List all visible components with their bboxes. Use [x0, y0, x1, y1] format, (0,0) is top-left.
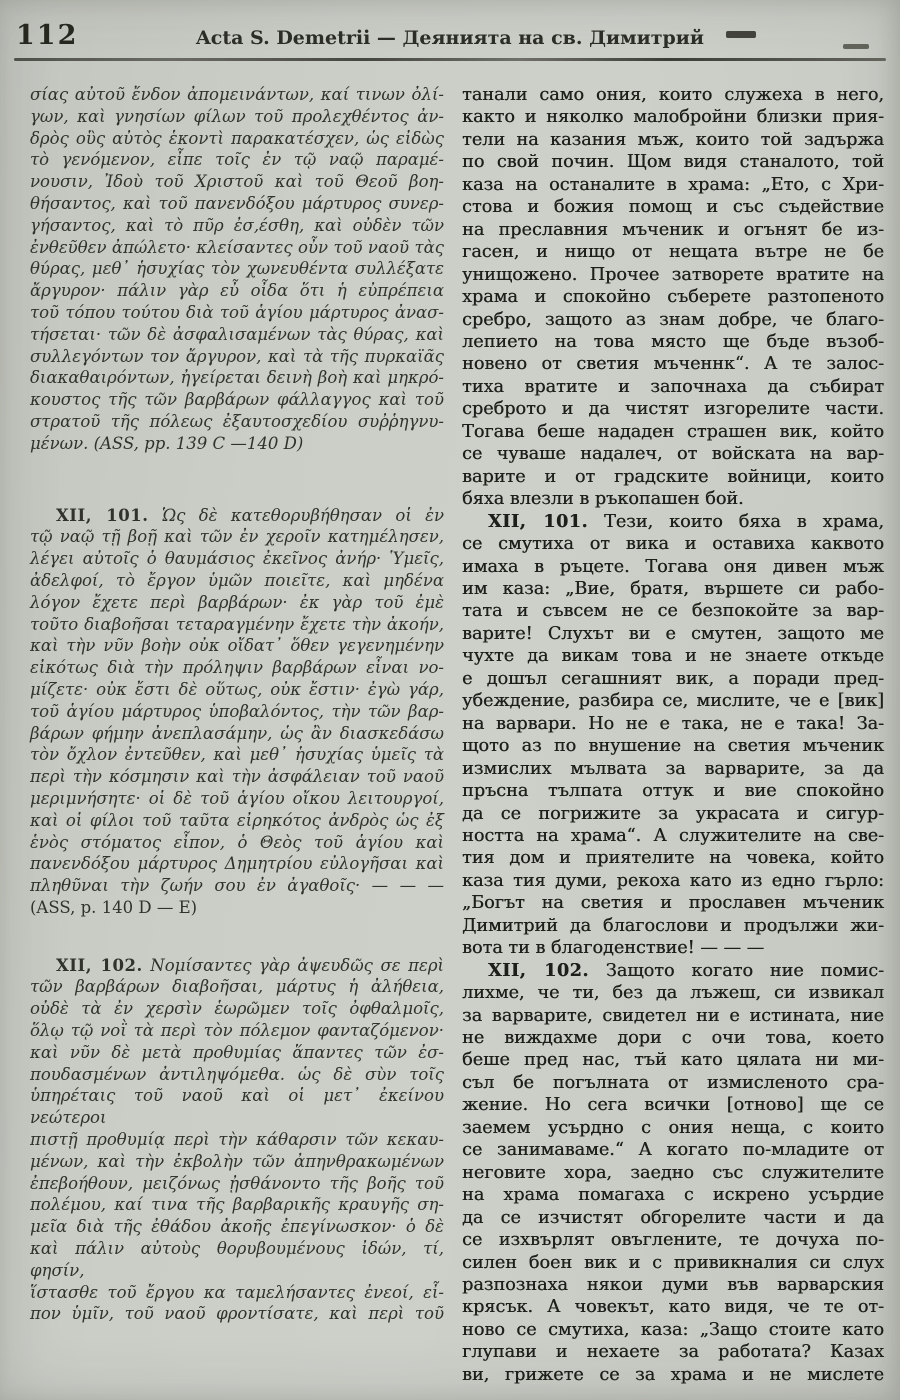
text-line: се занимаваме.“ А когато по-младите от [462, 1140, 884, 1161]
text-line: τῶν βαρβάρων διαβοῆσαι, μάρτυς ἡ ἀλήθεια, [30, 977, 444, 997]
text-line: имаха в ръцете. Тогава оня дивен мъж [462, 556, 884, 577]
text-line: τοῦ τόπου τούτου διὰ τοῦ ἁγίου μάρτυρος ἀνασ- [30, 302, 444, 322]
text-line: се смутиха от вика и оставиха каквото [462, 534, 884, 555]
text-line: беше пред нас, тъй като цялата ни ми- [462, 1050, 884, 1071]
text-line: τήσεται· τῶν δὲ ἀσφαλισαμένων τὰς θύρας, καὶ [30, 324, 444, 344]
text-line: заемем усърдно с ония неща, с които [462, 1117, 884, 1138]
text-line: κουστος τῆς τῶν βαρβάρων φάλλαγγος καὶ τοῦ [30, 390, 444, 410]
text-line: варите и от градските войници, които [462, 466, 884, 487]
text-line: храма и спокойно съберете разтопеното [462, 287, 884, 308]
text-line: по свой почин. Щом видя станалото, той [462, 152, 884, 173]
text-line: θήσαντος, καὶ τοῦ πανενδόξου μάρτυρος συνερ- [30, 193, 444, 213]
text-line: каза тия думи, рекоха като из едно гърло: [462, 870, 884, 891]
paragraph [30, 505, 444, 919]
text-line: XII, 102. Защото когато ние помис- [488, 959, 884, 981]
text-line: ἵστασθε τοῦ ἔργου κα ταμελήσαντες ἐνεοί, εἶ- [30, 1282, 444, 1302]
section-number: XII, 102. [56, 955, 143, 975]
text-line: πουδασμένων ἀντιληψόμεθα. ὡς δὲ σὺν τοῖς [30, 1064, 444, 1084]
section-number: XII, 101. [488, 510, 589, 532]
text-line: се изхвърлят овъглените, те дочуха по- [462, 1230, 884, 1251]
text-line: τοῦ ἁγίου μάρτυρος ὑποβαλόντος, τὴν τῶν βαρ- [30, 701, 444, 721]
text-line: ἀδελφοί, τὸ ἔργον ὑμῶν ποιεῖτε, καὶ μηδένα [30, 570, 444, 590]
header-rule [14, 58, 886, 61]
text-line: щото аз по внушение на светия мъченик [462, 736, 884, 757]
text-line: ἐπεβοήθουν, μειζόνως ᾐσθάνοντο τῆς βοῆς τοῦ [30, 1173, 444, 1193]
text-line: δρὸς οὓς αὐτὸς ἑκοντὶ παρακατέσχεν, ὡς εἰδὼς [30, 128, 444, 148]
text-line: καὶ πάλιν αὐτοὺς θορυβουμένους ἰδών, τί, φησίν, [30, 1239, 444, 1280]
text-line: XII, 101. Ὡς δὲ κατεθορυβήθησαν οἱ ἐν [56, 505, 444, 525]
text-line: жение. Но сега всички [отново] ще се [462, 1095, 884, 1116]
text-line: XII, 101. Тези, които бяха в храма, [488, 510, 884, 532]
text-line: пръсна тълпата оттук и вие спокойно [462, 781, 884, 802]
text-line: μεῖα διὰ τῆς ἐθάδου ἀκοῆς ἐπεγίνωσκον· ὁ δὲ [30, 1217, 444, 1237]
text-line: συλλεγόντων τον ἄργυρον, καὶ τὰ τῆς πυρκαϊᾶς [30, 346, 444, 366]
text-line: е дошъл сегашният вик, а поради пред- [462, 668, 884, 689]
text-line: лепието на това място ще бъде възоб- [462, 331, 884, 352]
text-line: σίας αὐτοῦ ἔνδον ἀπομεινάντων, καί τινων ὀλί- [30, 85, 444, 104]
text-line: както и няколко малобройни близки прия- [462, 107, 884, 128]
text-line: πολέμου, καί τινα τῆς βαρβαρικῆς κραυγῆς ση- [30, 1195, 444, 1215]
text-line: ὅλῳ τῷ νοῒ τὰ περὶ τὸν πόλεμον φανταζόμενον· [30, 1021, 444, 1041]
bulgarian-text-column [462, 84, 884, 1386]
section-number: XII, 101. [56, 505, 149, 525]
text-line: на варвари. Но не е така, не е така! За- [462, 713, 884, 734]
text-line: съл бе погълната от измисленото сра- [462, 1072, 884, 1093]
text-line: βάρων φήμην ἀνεπλασάμην, ὡς ἂν διασκεδάσω [30, 723, 444, 743]
text-line: πιστῇ προθυμίᾳ περὶ τὴν κάθαρσιν τῶν κεκαυ- [30, 1130, 444, 1150]
page-number: 112 [16, 20, 79, 51]
text-line: бяха влезли в ръкопашен бой. [462, 489, 744, 510]
text-line: καὶ οἱ φίλοι τοῦ ταῦτα εἰρηκότος ἀνδρὸς ὡς ἐξ [30, 810, 444, 830]
text-line: XII, 102. Νομίσαντες γὰρ ἀψευδῶς σε περὶ [56, 955, 445, 975]
text-line: (ASS, p. 140 D — E) [30, 897, 198, 917]
text-line: τὸ γενόμενον, εἶπε τοῖς ἐν τῷ ναῷ παραμέ- [30, 150, 444, 170]
section-number: XII, 102. [488, 959, 589, 981]
text-line: ὑπηρέταις τοῦ ναοῦ καὶ οἱ μετ᾽ ἐκείνου νεώτεροι [30, 1086, 444, 1128]
text-line: за варварите, свидетел ни е истината, ние [462, 1005, 884, 1026]
text-line: θύρας, μεθ᾽ ἡσυχίας τὸν χωνευθέντα συλλέξατε [30, 259, 444, 279]
text-line: μίζετε· οὐκ ἔστι δὲ οὕτως, οὐκ ἔστιν· ἐγὼ γάρ, [30, 679, 444, 699]
text-line: ἑνὸς στόματος εἶπον, ὁ Θεὸς τοῦ ἁγίου καὶ [30, 832, 444, 852]
text-line: глупави и нехаете за работата? Казах [462, 1342, 884, 1363]
text-line: убеждение, разбира се, мислите, че е [вик] [462, 691, 884, 712]
running-title: Acta S. Demetrii — Деянията на св. Димитрий [196, 27, 704, 49]
text-line: стова и божия помощ и със съдействие [462, 197, 884, 218]
text-line: περὶ τὴν κόσμησιν καὶ τὴν ἀσφάλειαν τοῦ ναοῦ [30, 767, 444, 787]
text-line: τοῦτο διαβοῆσαι τεταραγμένην ἔχετε τὴν ἀκοήν, [30, 614, 444, 634]
text-line: вота ти в благоденствие! — — — [462, 938, 765, 959]
text-line: διακαθαιρόντων, ἠγείρεται δεινὴ βοὴ καὶ μηκρό- [30, 368, 444, 388]
text-line: каза на останалите в храма: „Ето, с Хри- [462, 174, 884, 195]
text-line: гасен, и нищо от нещата вътре не бе [462, 242, 884, 263]
text-line: крясък. А човекът, като видя, че те от- [462, 1297, 884, 1318]
text-line: πον ὑμῖν, τοῦ ναοῦ φροντίσατε, καὶ περὶ τοῦ [30, 1304, 444, 1324]
text-line: тиха вратите и започнаха да събират [462, 376, 884, 397]
text-line: λόγον ἔχετε περὶ βαρβάρων· ἐκ γὰρ τοῦ ἐμὲ [30, 592, 444, 612]
text-line: тели на казания мъж, които той задържа [462, 129, 884, 150]
paragraph [462, 84, 884, 511]
text-line: ви, грижете се за храма и не мислете [462, 1364, 884, 1385]
text-line: ново се смутиха, каза: „Защо стоите като [462, 1319, 884, 1340]
text-line: на преславния мъченик и огънят бе из- [462, 219, 884, 240]
text-line: ἄργυρον· πάλιν γὰρ εὖ οἶδα ὅτι ἡ εὐπρέπεια [30, 281, 444, 301]
text-line: да се погрижите за украсата и сигур- [462, 803, 884, 824]
text-line: Димитрий да благослови и продължи жи- [462, 915, 884, 936]
text-line: тата и съвсем не се безпокойте за вар- [462, 601, 884, 622]
text-line: γων, καὶ γνησίων φίλων τοῦ προλεχθέντος ἀν- [30, 106, 444, 126]
text-line: не виждахме дори с очи това, което [462, 1028, 884, 1049]
text-line: στρατοῦ τῆς πόλεως ἐξαυτοσχεδίου συῤῥηγνυ- [30, 411, 444, 431]
text-line: τὸν ὄχλον ἐντεῦθεν, καὶ μεθ᾽ ἡσυχίας ὑμεῖς τὰ [30, 745, 444, 765]
paragraph [30, 84, 444, 455]
paragraph [30, 955, 444, 1326]
text-line: тия дом и приятелите на човека, който [462, 848, 884, 869]
text-line: да се изчистят обгорелите части и да [462, 1207, 884, 1228]
text-line: λέγει αὐτοῖς ὁ θαυμάσιος ἐκεῖνος ἀνήρ· Ὑμεῖς, [30, 549, 444, 569]
text-line: ността на храма“. А служителите на све- [462, 825, 884, 846]
text-line: μένων. (ASS, pp. 139 C —140 D) [30, 433, 304, 453]
text-line: καὶ τὴν νῦν βοὴν οὐκ οἴδατ᾽ ὅθεν γεγενημένην [30, 636, 444, 656]
text-line: νουσιν, Ἰδοὺ τοῦ Χριστοῦ καὶ τοῦ Θεοῦ βοη- [30, 172, 444, 192]
text-line: πληθῦναι τὴν ζωήν σου ἐν ἀγαθοῖς· — — — [30, 876, 444, 896]
paragraph [462, 960, 884, 1387]
ink-smudge-mark [843, 44, 869, 49]
text-line: καὶ νῦν δὲ μετὰ προθυμίας ἅπαντες τῶν ἐσ- [30, 1042, 444, 1062]
text-line: „Богът на светия и прославен мъченик [462, 893, 884, 914]
text-line: варите! Слухът ви е смутен, защото ме [462, 623, 884, 644]
text-line: πανενδόξου μάρτυρος Δημητρίου εὐλογῆσαι καὶ [30, 854, 444, 874]
text-line: γήσαντος, καὶ τὸ πῦρ ἐσ,έσθη, καὶ οὐδὲν τῶν [30, 215, 444, 235]
ink-smudge-mark [726, 31, 756, 38]
text-line: разпознаха някои думи във варварския [462, 1275, 884, 1296]
text-line: εἰκότως διὰ τὴν πρόληψιν βαρβάρων εἶναι νο- [30, 658, 444, 678]
greek-text-column [30, 84, 444, 1325]
text-line: сребро, защото аз знам добре, че благо- [462, 309, 884, 330]
text-line: се чуваше надалеч, от войската на вар- [462, 444, 884, 465]
text-line: чухте да викам това и не знаете откъде [462, 646, 884, 667]
text-line: новено от светия мъченнк“. А те залос- [462, 354, 884, 375]
text-line: μεριμνήσητε· οἱ δὲ τοῦ ἁγίου οἴκου λειτουργοί, [30, 788, 444, 808]
text-line: на храма помагаха с искрено усърдие [462, 1185, 884, 1206]
text-line: неговите хора, заедно със служителите [462, 1162, 884, 1183]
text-line: Тогава беше нададен страшен вик, който [462, 421, 884, 442]
text-line: μένων, καὶ τὴν ἐκβολὴν τῶν ἀπηνθρακωμένων [30, 1151, 444, 1171]
text-line: им каза: „Вие, братя, вършете си рабо- [462, 578, 884, 599]
text-line: измислих мълвата за варварите, за да [462, 758, 884, 779]
paragraph [462, 511, 884, 960]
text-line: οὐδὲ τὰ ἐν χερσὶν ἑωρῶμεν τοῖς ὀφθαλμοῖς, [30, 999, 444, 1019]
text-line: лихме, че ти, без да лъжеш, си извикал [462, 983, 884, 1004]
text-line: силен боен вик и с привикналия си слух [462, 1252, 884, 1273]
text-line: танали само ония, които служеха в него, [462, 85, 884, 105]
text-line: унищожено. Прочее затворете вратите на [462, 264, 884, 285]
text-line: среброто и да чистят изгорелите части. [462, 399, 884, 420]
text-line: τῷ ναῷ τῇ βοῇ καὶ τῶν ἐν χεροῖν κατημέλησεν, [30, 527, 444, 547]
text-line: ἐνθεῦθεν ἀπώλετο· κλείσαντες οὖν τοῦ ναοῦ τὰς [30, 237, 444, 257]
